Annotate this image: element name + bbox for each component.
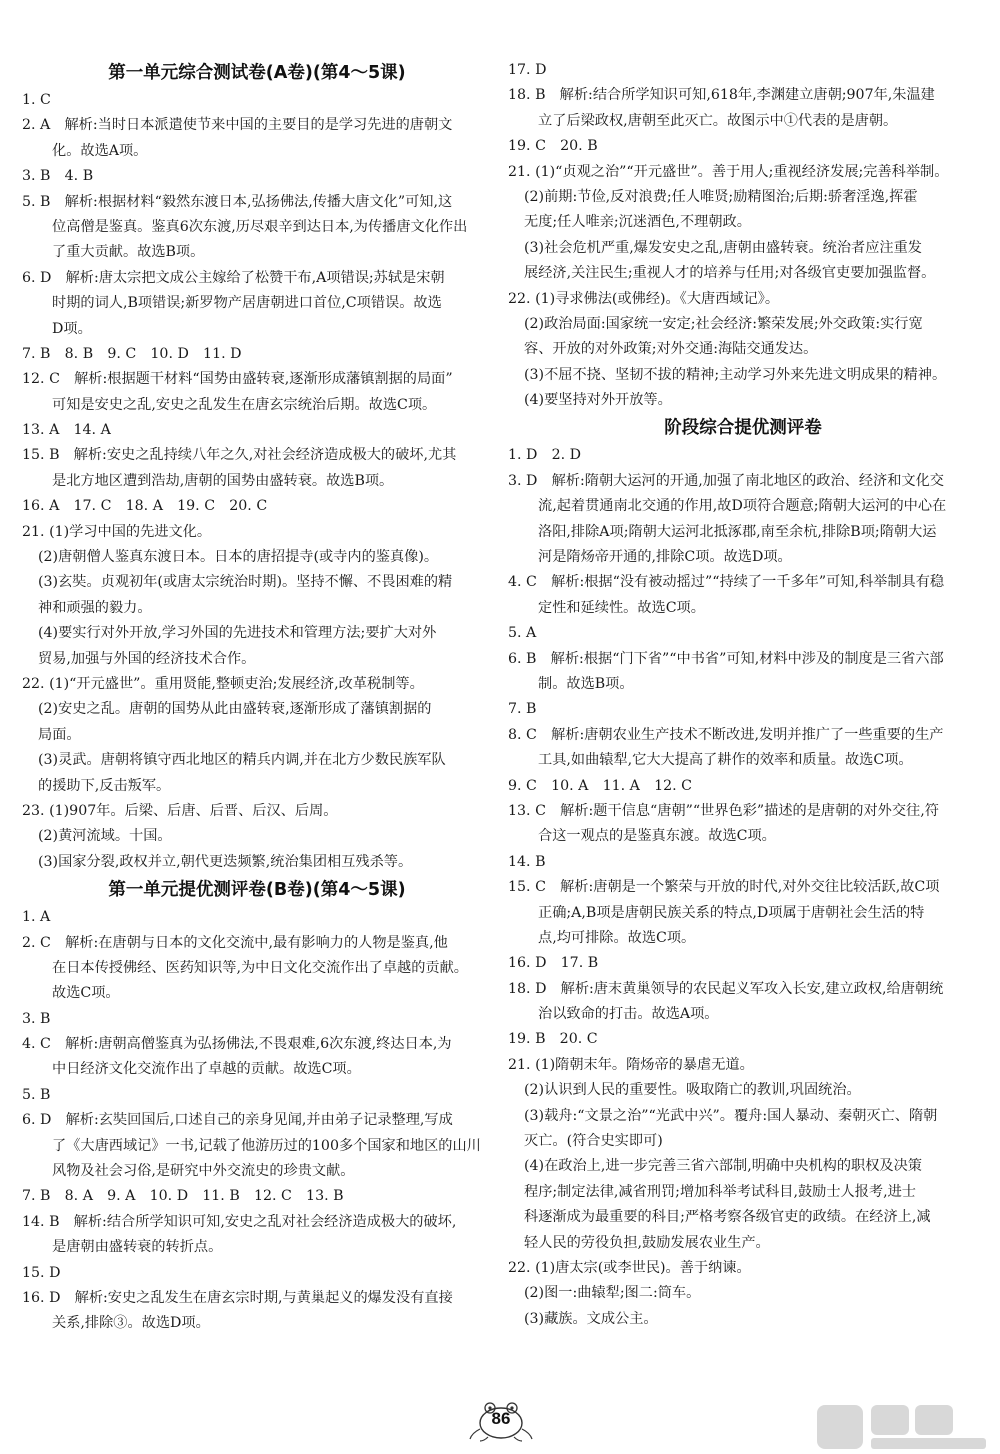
answer-subpart [22, 570, 492, 621]
answer-item [22, 113, 492, 164]
answer-item [22, 342, 492, 367]
answer-item [508, 799, 978, 850]
answer-subpart [22, 545, 492, 570]
answer-line: 贸易,加强与外国的经济技术合作。 [38, 650, 256, 667]
answer-item [508, 1256, 978, 1281]
section-title: 阶段综合提优测评卷 [664, 418, 822, 439]
answer-item [22, 1083, 492, 1108]
answer-line: 14. B [508, 853, 546, 870]
answer-line: 是北方地区遭到浩劫,唐朝的国势由盛转衰。故选B项。 [52, 472, 394, 489]
answer-line: 12. C 解析:根据题干材料“国势由盛转衰,逐渐形成藩镇割据的局面” [22, 371, 453, 388]
answer-item [508, 287, 978, 312]
answer-line: 洛阳,排除A项;隋朝大运河北抵涿郡,南至余杭,排除B项;隋朝大运 [538, 523, 937, 540]
answer-line: 3. B [22, 1010, 51, 1027]
answer-item [508, 850, 978, 875]
answer-line: 1. D 2. D [508, 447, 582, 464]
section-title: 第一单元综合测试卷(A卷)(第4～5课) [108, 63, 406, 83]
answer-line: 22. (1)唐太宗(或李世民)。善于纳谏。 [508, 1259, 751, 1276]
answer-line: 9. C 10. A 11. A 12. C [508, 777, 693, 794]
answer-line: (3)载舟:“文景之治”“光武中兴”。覆舟:国人暴动、秦朝灭亡、隋朝 [524, 1107, 938, 1124]
answer-item [22, 1007, 492, 1032]
answer-item [508, 134, 978, 159]
answer-line: 19. C 20. B [508, 138, 598, 155]
answer-item [22, 520, 492, 545]
answer-item [508, 723, 978, 774]
answer-line: 位高僧是鉴真。鉴真6次东渡,历尽艰辛到达日本,为传播唐文化作出 [52, 218, 468, 235]
answer-subpart [508, 185, 978, 236]
answer-line: 轻人民的劳役负担,鼓励发展农业生产。 [524, 1234, 770, 1251]
answer-line: 神和顽强的毅力。 [38, 599, 152, 616]
answer-line: 17. D [508, 62, 547, 78]
answer-line: 定性和延续性。故选C项。 [538, 599, 705, 616]
answer-line: (4)要实行对外开放,学习外国的先进技术和管理方法;要扩大对外 [38, 625, 437, 642]
answer-line: 6. B 解析:根据“门下省”“中书省”可知,材料中涉及的制度是三省六部 [508, 650, 944, 667]
answer-line: 1. A [22, 909, 51, 926]
answer-line: 18. D 解析:唐末黄巢领导的农民起义军攻入长安,建立政权,给唐朝统 [508, 980, 944, 997]
answer-subpart [508, 236, 978, 287]
answer-line: 15. D [22, 1264, 61, 1281]
answer-item [508, 1027, 978, 1052]
answer-line: 16. A 17. C 18. A 19. C 20. C [22, 498, 268, 515]
answer-line: 中日经济文化交流作出了卓越的贡献。故选C项。 [52, 1061, 361, 1078]
answer-line: 16. D 解析:安史之乱发生在唐玄宗时期,与黄巢起义的爆发没有直接 [22, 1289, 453, 1306]
answer-item [508, 647, 978, 698]
answer-line: 19. B 20. C [508, 1031, 598, 1048]
answer-line: 14. B 解析:结合所学知识可知,安史之乱对社会经济造成极大的破坏, [22, 1213, 457, 1230]
page-footer [0, 1395, 1000, 1454]
answer-line: D项。 [52, 320, 92, 337]
answer-line: 灭亡。(符合史实即可) [524, 1133, 663, 1150]
answer-subpart [508, 388, 978, 413]
answer-line: 正确;A,B项是唐朝民族关系的特点,D项属于唐朝社会生活的特 [538, 904, 925, 921]
answer-item [22, 443, 492, 494]
answer-line: 13. A 14. A [22, 422, 111, 439]
section-title: 第一单元提优测评卷(B卷)(第4～5课) [108, 880, 406, 901]
answer-line: 的援助下,反击叛军。 [38, 777, 171, 794]
answer-line: 了《大唐西域记》一书,记载了他游历过的100多个国家和地区的山川 [52, 1137, 481, 1154]
answer-line: 点,均可排除。故选C项。 [538, 929, 696, 946]
answer-item [22, 266, 492, 342]
answer-line: 15. B 解析:安史之乱持续八年之久,对社会经济造成极大的破坏,尤其 [22, 447, 457, 464]
answer-line: 7. B [508, 701, 537, 718]
answer-item [508, 160, 978, 185]
answer-line: 5. B 解析:根据材料“毅然东渡日本,弘扬佛法,传播大唐文化”可知,这 [22, 193, 453, 210]
answer-line: (2)安史之乱。唐朝的国势从此由盛转衰,逐渐形成了藩镇割据的 [38, 701, 432, 718]
answer-item [508, 977, 978, 1028]
right-column [508, 58, 978, 1332]
answer-line: 4. C 解析:根据“没有被动摇过”“持续了一千多年”可知,科举制具有稳 [508, 574, 945, 591]
answer-item [508, 951, 978, 976]
answer-subpart [508, 363, 978, 388]
answer-line: 15. C 解析:唐朝是一个繁荣与开放的时代,对外交往比较活跃,故C项 [508, 879, 940, 896]
answer-line: 化。故选A项。 [52, 142, 148, 159]
answer-line: 8. C 解析:唐朝农业生产技术不断改进,发明并推广了一些重要的生产 [508, 726, 944, 743]
answer-line: (3)社会危机严重,爆发安史之乱,唐朝由盛转衰。统治者应注重发 [524, 239, 922, 256]
left-column [22, 58, 492, 1337]
answer-subpart [508, 312, 978, 363]
answer-subpart [22, 850, 492, 875]
answer-line: 21. (1)学习中国的先进文化。 [22, 523, 212, 540]
answer-line: 工具,如曲辕犁,它大大提高了耕作的效率和质量。故选C项。 [538, 752, 913, 769]
answer-item [22, 1184, 492, 1209]
answer-item [22, 905, 492, 930]
answer-line: 3. D 解析:隋朝大运河的开通,加强了南北地区的政治、经济和文化交 [508, 472, 944, 489]
answer-item [508, 621, 978, 646]
answer-line: 立了后梁政权,唐朝至此灭亡。故图示中①代表的是唐朝。 [538, 112, 898, 129]
answer-item [22, 418, 492, 443]
answer-line: 河是隋炀帝开通的,排除C项。故选D项。 [538, 549, 792, 566]
answer-line: 合这一观点的是鉴真东渡。故选C项。 [538, 828, 776, 845]
answer-line: 7. B 8. B 9. C 10. D 11. D [22, 345, 242, 362]
answer-item [22, 494, 492, 519]
answer-line: 在日本传授佛经、医药知识等,为中日文化交流作出了卓越的贡献。 [52, 959, 468, 976]
answer-item [508, 469, 978, 571]
answer-line: 局面。 [38, 726, 81, 743]
answer-line: (2)图一:曲辕犁;图二:筒车。 [524, 1285, 701, 1302]
answer-item [22, 88, 492, 113]
answer-line: 18. B 解析:结合所学知识可知,618年,李渊建立唐朝;907年,朱温建 [508, 87, 935, 104]
answer-line: 程序;制定法律,减省刑罚;增加科举考试科目,鼓励士人报考,进士 [524, 1183, 916, 1200]
answer-line: 4. C 解析:唐朝高僧鉴真为弘扬佛法,不畏艰难,6次东渡,终达日本,为 [22, 1036, 452, 1053]
answer-item [508, 697, 978, 722]
answer-subpart [22, 748, 492, 799]
answer-subpart [22, 697, 492, 748]
answer-line: 是唐朝由盛转衰的转折点。 [52, 1239, 223, 1256]
answer-item [22, 1108, 492, 1184]
answer-subpart [508, 1104, 978, 1155]
answer-line: 21. (1)“贞观之治”“开元盛世”。善于用人;重视经济发展;完善科举制。 [508, 163, 949, 180]
answer-subpart [508, 1154, 978, 1256]
answer-subpart [508, 1281, 978, 1306]
answer-item [22, 164, 492, 189]
answer-line: (4)在政治上,进一步完善三省六部制,明确中央机构的职权及决策 [524, 1158, 922, 1175]
answer-item [22, 1032, 492, 1083]
answer-item [22, 1261, 492, 1286]
answer-line: 16. D 17. B [508, 955, 599, 972]
answer-item [22, 931, 492, 1007]
answer-line: 6. D 解析:玄奘回国后,口述自己的亲身见闻,并由弟子记录整理,写成 [22, 1112, 453, 1129]
answer-line: 可知是安史之乱,安史之乱发生在唐玄宗统治后期。故选C项。 [52, 396, 437, 413]
answer-line: (2)认识到人民的重要性。吸取隋亡的教训,巩固统治。 [524, 1082, 861, 1099]
answer-line: 故选C项。 [52, 985, 120, 1002]
answer-item [22, 367, 492, 418]
answer-subpart [508, 1307, 978, 1332]
answer-item [508, 875, 978, 951]
answer-item [22, 1286, 492, 1337]
answer-line: 22. (1)“开元盛世”。重用贤能,整顿吏治;发展经济,改革税制等。 [22, 675, 424, 692]
answer-line: 2. A 解析:当时日本派遣使节来中国的主要目的是学习先进的唐朝文 [22, 117, 453, 134]
answer-line: 容、开放的对外政策;对外交通:海陆交通发达。 [524, 341, 818, 358]
answer-line: 13. C 解析:题干信息“唐朝”“世界色彩”描述的是唐朝的对外交往,符 [508, 802, 939, 819]
answer-line: 21. (1)隋朝末年。隋炀帝的暴虐无道。 [508, 1056, 754, 1073]
answer-item [22, 190, 492, 266]
answer-item [508, 1053, 978, 1078]
answer-item [22, 799, 492, 824]
answer-line: 流,起着贯通南北交通的作用,故D项符合题意;隋朝大运河的中心在 [538, 498, 947, 515]
answer-line: (2)政治局面:国家统一安定;社会经济:繁荣发展;外交政策:实行宽 [524, 315, 923, 332]
answer-line: 治以致命的打击。故选A项。 [538, 1006, 719, 1023]
answer-line: (4)要坚持对外开放等。 [524, 392, 672, 409]
answer-line: 7. B 8. A 9. A 10. D 11. B 12. C 13. B [22, 1188, 344, 1205]
answer-item [508, 570, 978, 621]
answer-line: 制。故选B项。 [538, 675, 634, 692]
answer-subpart [508, 1078, 978, 1103]
page-number: 86 [491, 1409, 511, 1428]
answer-item [508, 443, 978, 468]
answer-line: (3)国家分裂,政权并立,朝代更迭频繁,统治集团相互残杀等。 [38, 853, 413, 870]
answer-line: (3)灵武。唐朝将镇守西北地区的精兵内调,并在北方少数民族军队 [38, 752, 446, 769]
answer-line: (3)藏族。文成公主。 [524, 1310, 658, 1327]
answer-line: 无度;任人唯亲;沉迷酒色,不理朝政。 [524, 214, 751, 231]
answer-subpart [22, 824, 492, 849]
answer-line: 23. (1)907年。后梁、后唐、后晋、后汉、后周。 [22, 802, 338, 819]
answer-line: (3)不屈不挠、坚韧不拔的精神;主动学习外来先进文明成果的精神。 [524, 366, 947, 383]
answer-line: (3)玄奘。贞观初年(或唐太宗统治时期)。坚持不懈、不畏困难的精 [38, 574, 453, 591]
answer-line: (2)黄河流域。十国。 [38, 828, 172, 845]
answer-line: 22. (1)寻求佛法(或佛经)。《大唐西域记》。 [508, 290, 780, 307]
answer-line: 6. D 解析:唐太宗把文成公主嫁给了松赞干布,A项错误;苏轼是宋朝 [22, 269, 445, 286]
answer-line: 展经济,关注民生;重视人才的培养与任用;对各级官吏要加强监督。 [524, 265, 936, 282]
answer-line: 关系,排除③。故选D项。 [52, 1315, 210, 1332]
answer-line: 2. C 解析:在唐朝与日本的文化交流中,最有影响力的人物是鉴真,他 [22, 934, 448, 951]
answer-line: (2)前期:节俭,反对浪费;任人唯贤;励精图治;后期:骄奢淫逸,挥霍 [524, 188, 918, 205]
answer-line: 风物及社会习俗,是研究中外交流史的珍贵文献。 [52, 1163, 355, 1180]
answer-line: 1. C [22, 92, 51, 108]
answer-item [508, 83, 978, 134]
answer-item [22, 1210, 492, 1261]
answer-item [508, 774, 978, 799]
answer-line: 了重大贡献。故选B项。 [52, 244, 205, 261]
answer-line: 5. A [508, 625, 537, 642]
answer-line: 科逐渐成为最重要的科目;严格考察各级官吏的政绩。在经济上,减 [524, 1209, 931, 1226]
answer-subpart [22, 621, 492, 672]
answer-item [508, 58, 978, 83]
answer-line: 时期的词人,B项错误;新罗物产居唐朝进口首位,C项错误。故选 [52, 295, 442, 312]
answer-item [22, 672, 492, 697]
watermark-logo-icon [815, 1403, 990, 1451]
answer-line: 3. B 4. B [22, 168, 94, 185]
answer-line: (2)唐朝僧人鉴真东渡日本。日本的唐招提寺(或寺内的鉴真像)。 [38, 549, 439, 566]
answer-line: 5. B [22, 1086, 51, 1103]
